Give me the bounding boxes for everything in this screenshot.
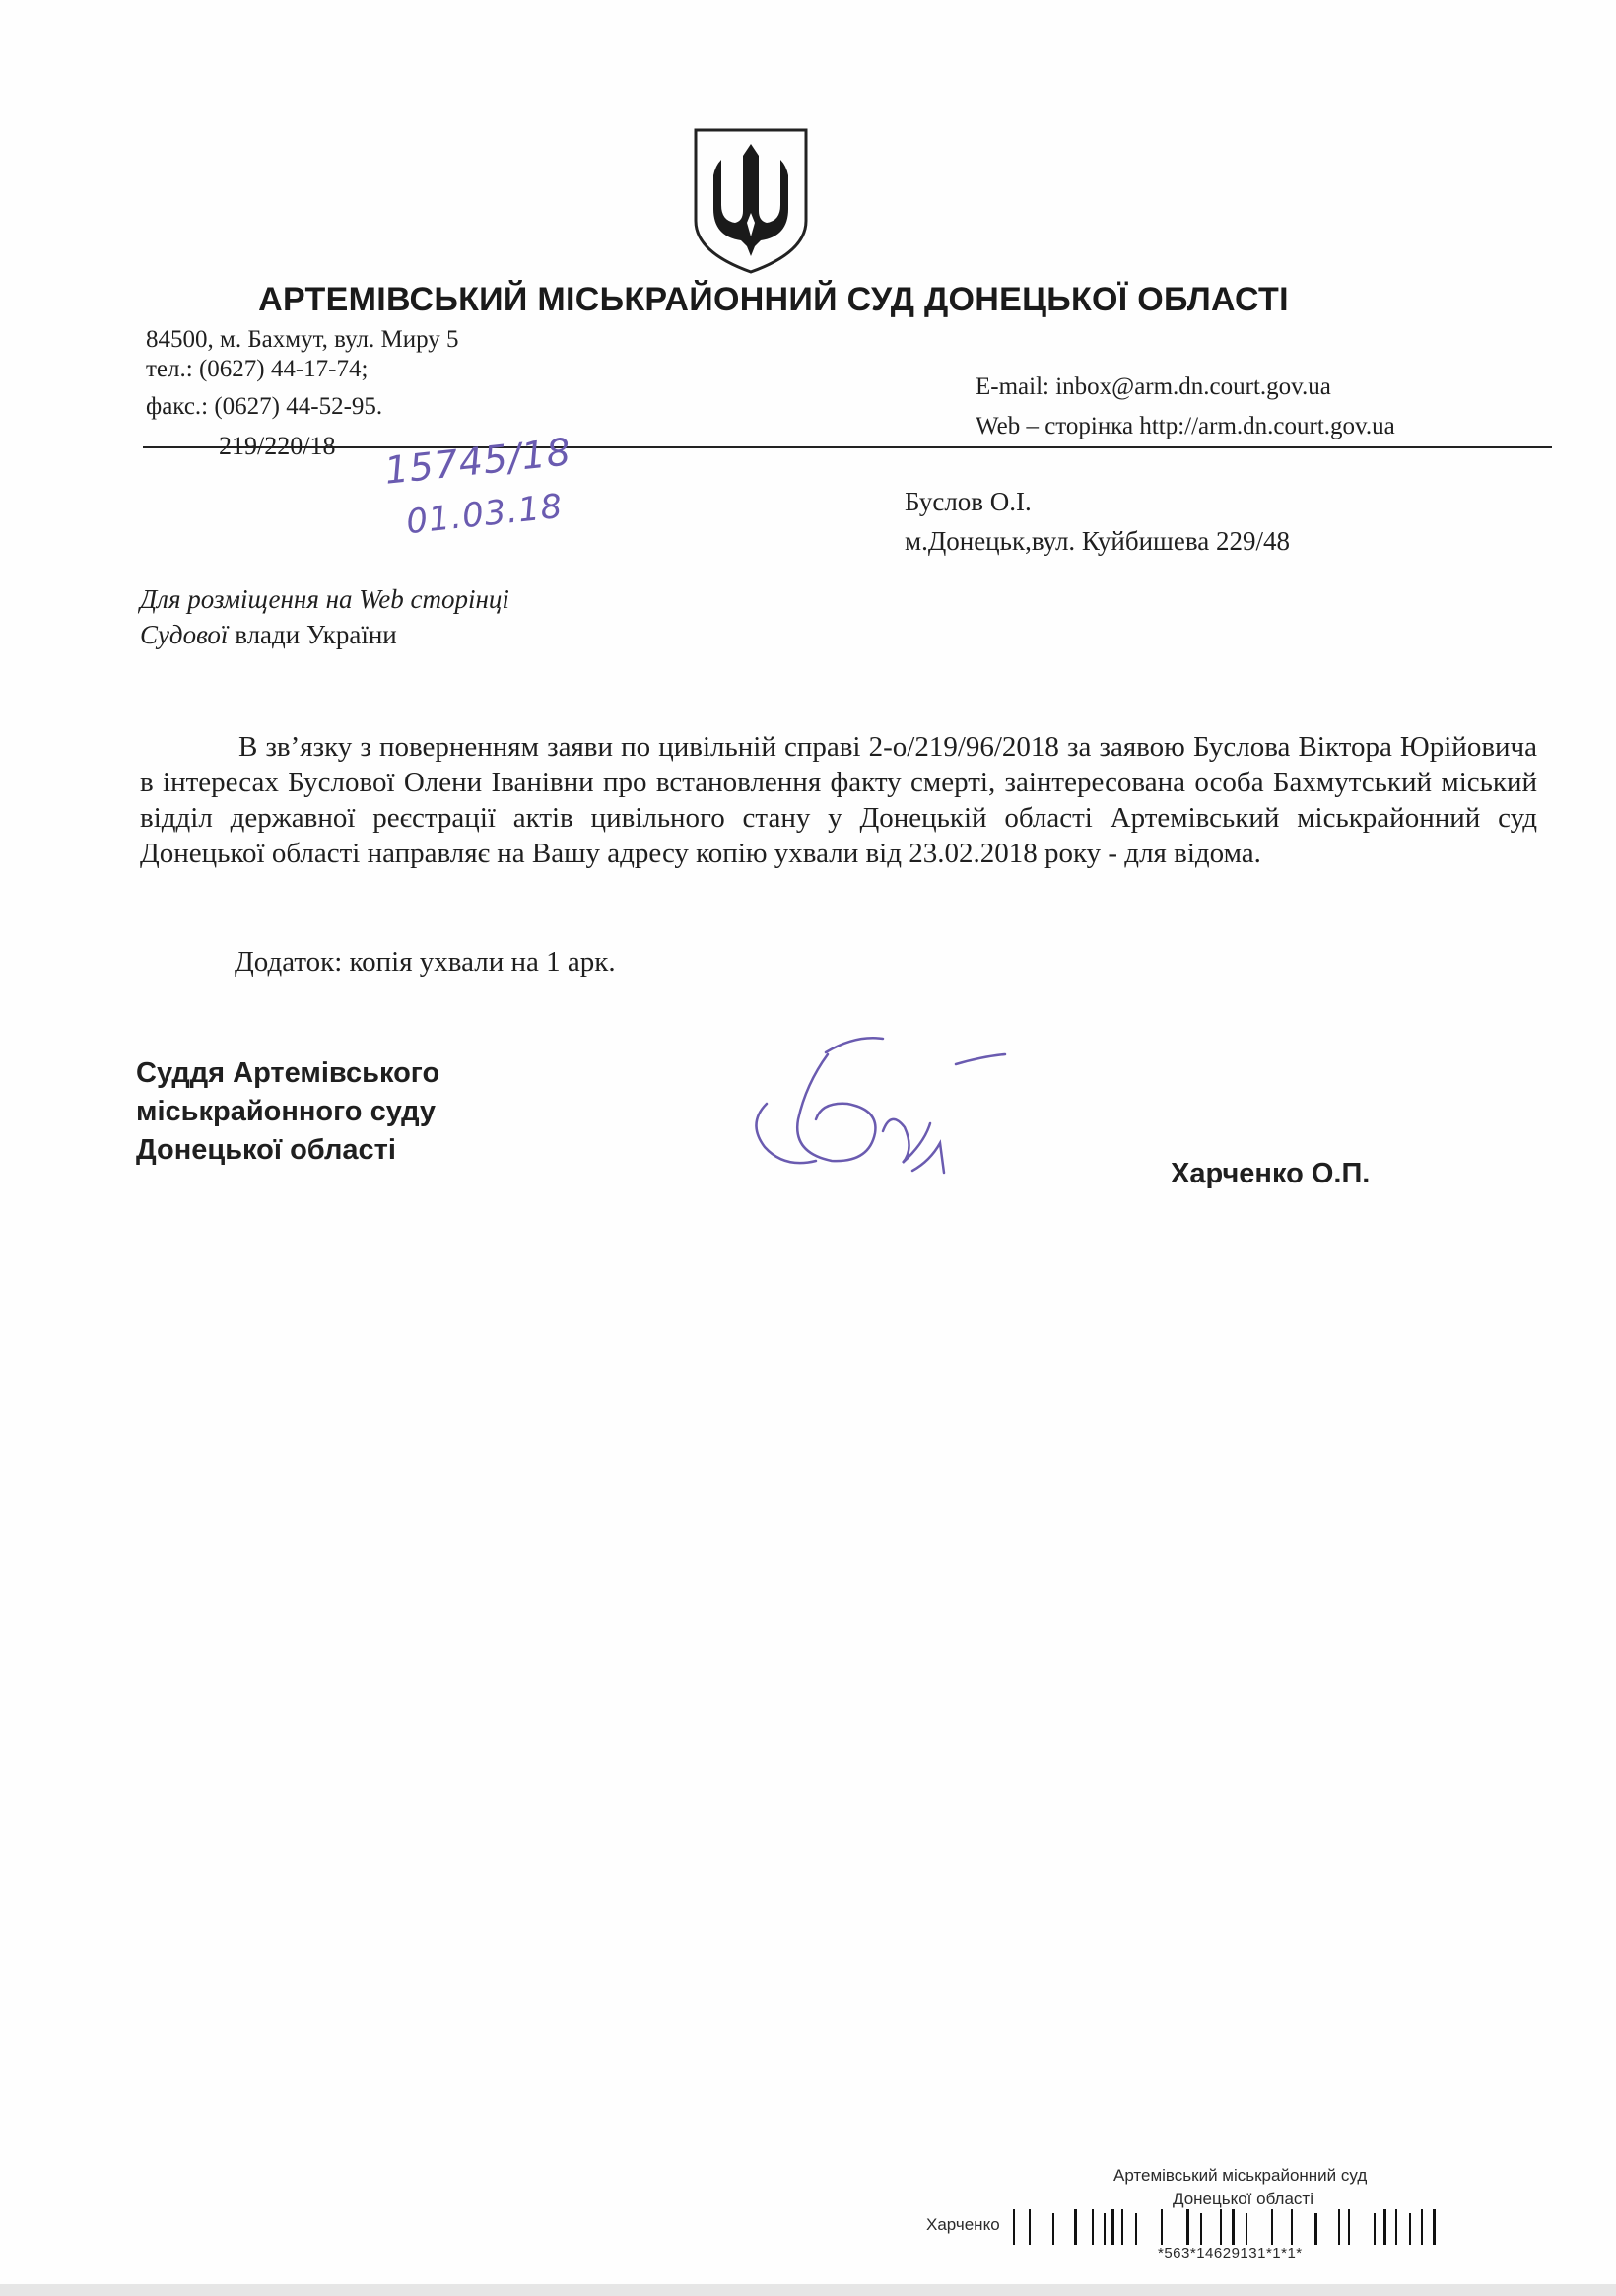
- handwritten-reg-number: 15745/18: [382, 430, 573, 493]
- recipient-address: м.Донецьк,вул. Куйбишева 229/48: [905, 526, 1290, 556]
- judge-name: Харченко О.П.: [1171, 1158, 1371, 1189]
- web-note-line2-italic: Судової: [140, 620, 229, 649]
- handwritten-signature: [737, 1025, 1023, 1192]
- stamp-court: Артемівський міськрайонний суд: [1113, 2166, 1368, 2185]
- court-website: Web – сторінка http://arm.dn.court.gov.ua: [976, 413, 1395, 439]
- web-note-line1: Для розміщення на Web сторінці: [140, 584, 509, 614]
- court-address: 84500, м. Бахмут, вул. Миру 5: [146, 326, 459, 353]
- web-note-line2-rest: влади України: [228, 620, 397, 649]
- stamp-code: *563*14629131*1*1*: [1158, 2245, 1303, 2262]
- stamp-judge: Харченко: [926, 2215, 1000, 2234]
- attachment-line: Додаток: копія ухвали на 1 арк.: [235, 946, 616, 978]
- judge-title: [136, 1054, 439, 1170]
- outgoing-number: 219/220/18: [219, 432, 336, 460]
- web-note-line2: [140, 617, 509, 652]
- recipient-name: Буслов О.І.: [905, 487, 1032, 516]
- stamp-region: Донецької області: [1173, 2190, 1313, 2208]
- court-phone: тел.: (0627) 44-17-74;: [146, 356, 369, 382]
- handwritten-reg-date: 01.03.18: [404, 486, 566, 543]
- header-divider: [143, 446, 1552, 448]
- judge-title-line2: міськрайонного суду: [136, 1096, 437, 1127]
- judge-title-line3: Донецької області: [136, 1134, 396, 1166]
- barcode-icon: [1013, 2209, 1437, 2245]
- letter-body: В зв’язку з поверненням заяви по цивільній справі 2-о/219/96/2018 за заявою Буслова Віктора Юрійовича в інтересах Буслової Олени Іванівни про встановлення факту смерті, заінтересована особа Бахмутський міський відділ державної реєстрації актів цивільного стану у Донецькій області Артемівський міськрайонний суд Донецької області направляє на Вашу адресу копію ухвали від 23.02.2018 року - для відома.: [140, 731, 1537, 869]
- court-fax: факс.: (0627) 44-52-95.: [146, 393, 383, 420]
- web-publication-note: [140, 581, 509, 652]
- court-title: АРТЕМІВСЬКИЙ МІСЬКРАЙОННИЙ СУД ДОНЕЦЬКОЇ ОБЛАСТІ: [258, 281, 1289, 318]
- court-email: E-mail: inbox@arm.dn.court.gov.ua: [976, 373, 1331, 400]
- scan-edge: [0, 2284, 1616, 2296]
- trident-emblem-icon: [692, 126, 810, 276]
- judge-title-line1: Суддя Артемівського: [136, 1057, 440, 1089]
